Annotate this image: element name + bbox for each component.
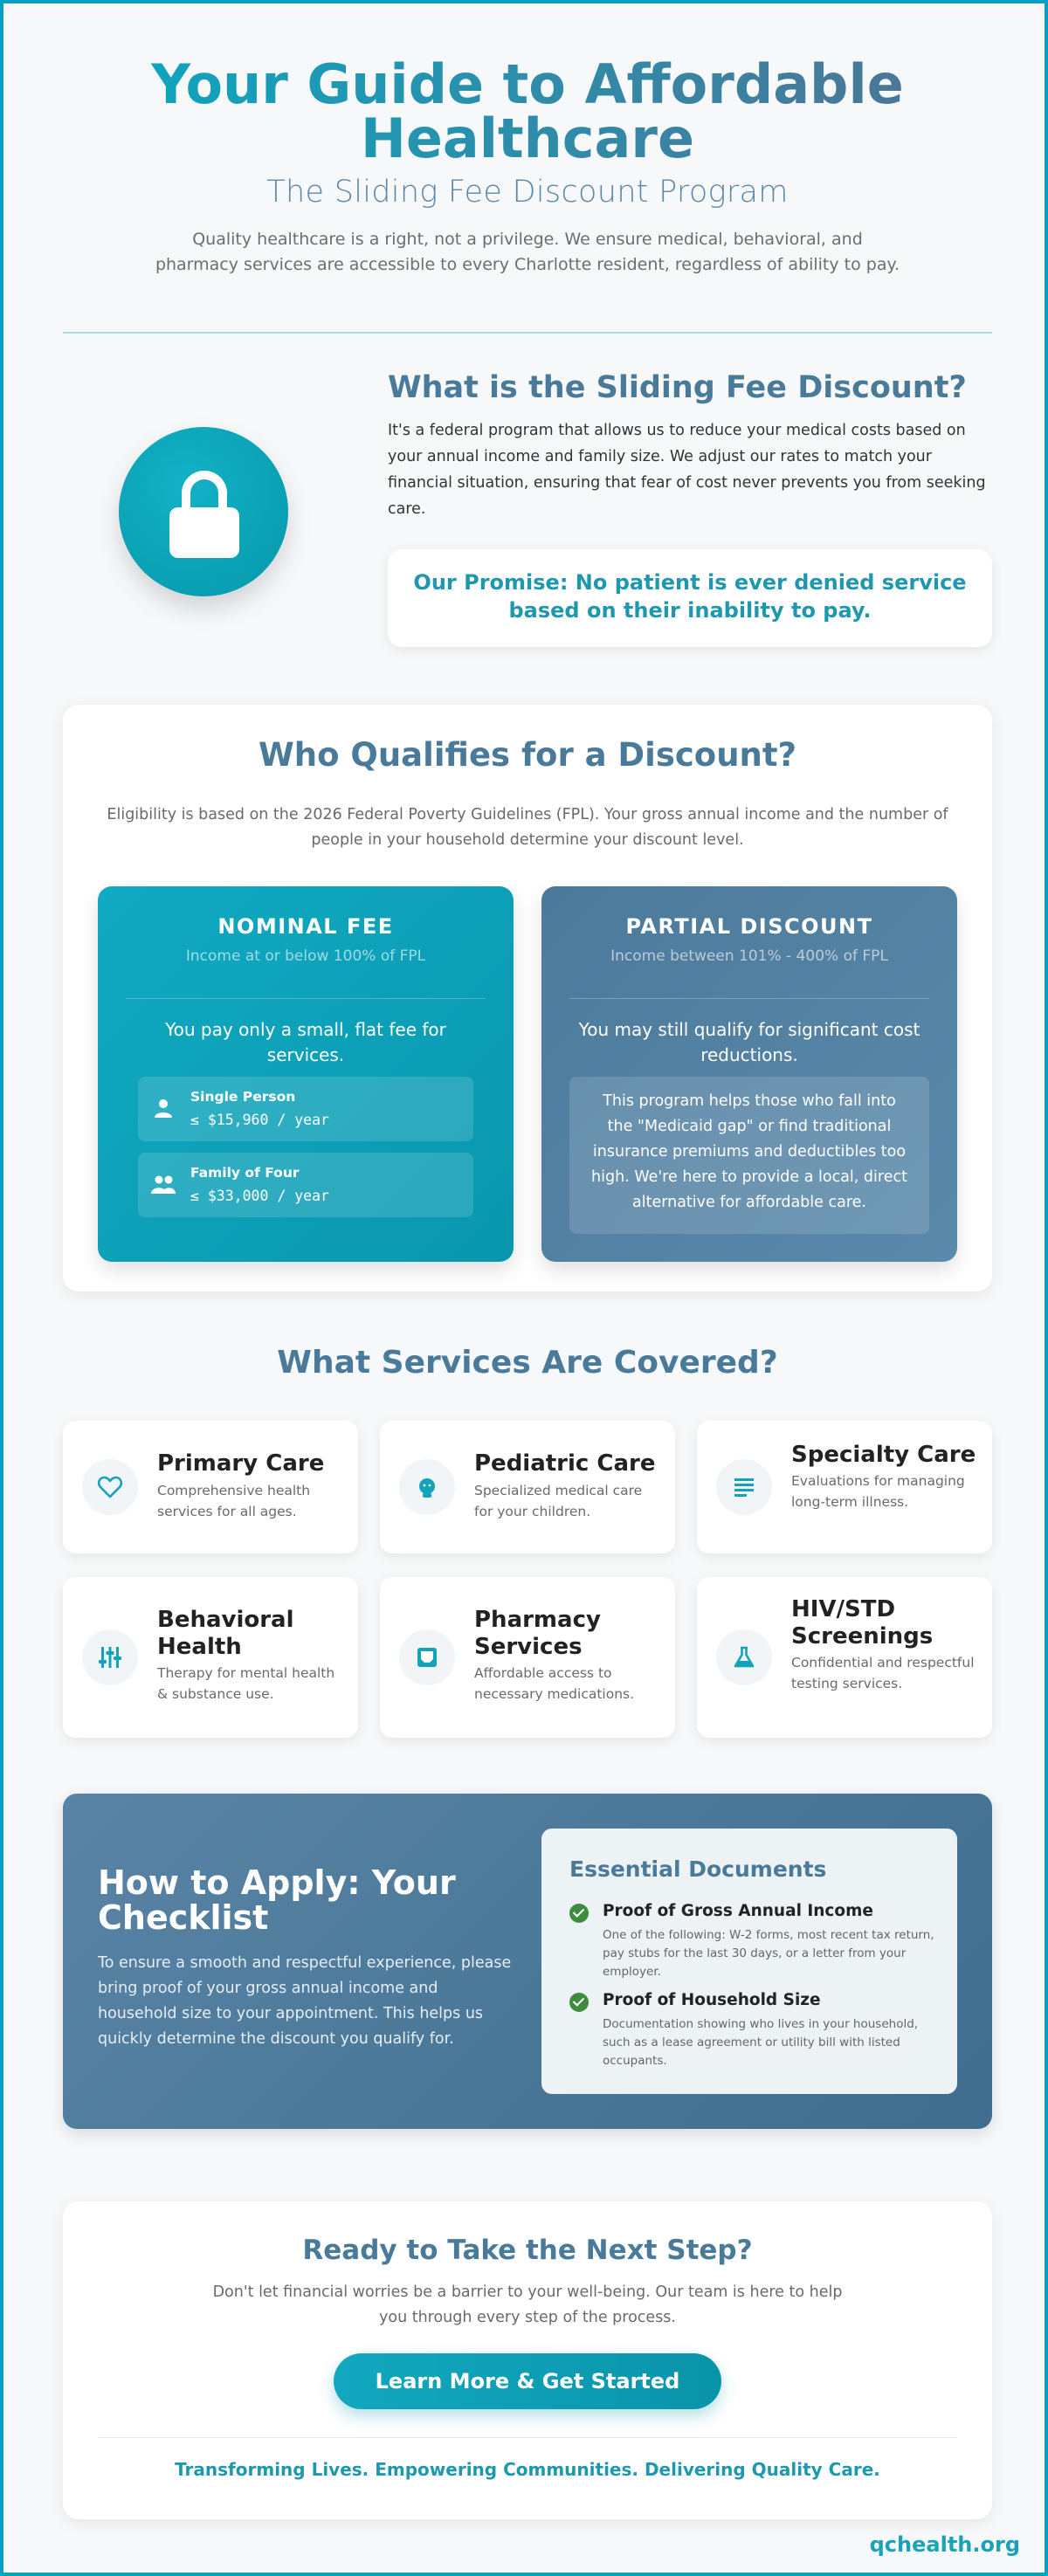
website-link[interactable]: qchealth.org: [869, 2532, 1020, 2557]
tray-icon: [399, 1629, 455, 1685]
intro-text: Quality healthcare is a right, not a privilege. We ensure medical, behavioral, and pharmacy services are accessible to every Charlotte resident, regardless of ability to pay.: [155, 230, 900, 274]
service-name: Behavioral Health: [157, 1607, 294, 1660]
partial-discount-card: [541, 886, 957, 1262]
doc-title: Proof of Gross Annual Income: [603, 1902, 873, 1920]
nominal-title: NOMINAL FEE: [217, 914, 394, 939]
service-name: Specialty Care: [791, 1442, 976, 1468]
apply-title: How to Apply: Your Checklist: [98, 1863, 456, 1937]
apply-body: To ensure a smooth and respectful experience, please bring proof of your gross annual income and household size to your appointment. This helps us quickly determine the discount you qualify for.: [98, 1954, 512, 2048]
check-circle-icon: [569, 1904, 589, 1923]
promise-text: Our Promise: No patient is ever denied service based on their inability to pay.: [413, 570, 967, 623]
nominal-divider: [126, 998, 486, 999]
cta-card: [63, 2201, 992, 2519]
service-desc: Specialized medical care for your children.: [474, 1483, 643, 1519]
header-divider: [63, 332, 992, 334]
service-pharmacy: [380, 1577, 675, 1738]
family-icon: [150, 1172, 176, 1198]
service-pediatric-care: [380, 1421, 675, 1553]
nominal-range: Income at or below 100% of FPL: [185, 947, 426, 965]
single-person-threshold: [138, 1077, 473, 1141]
services-title: What Services Are Covered?: [277, 1345, 778, 1381]
tagline: Transforming Lives. Empowering Communities. Delivering Quality Care.: [175, 2459, 880, 2480]
service-name: Primary Care: [157, 1450, 325, 1477]
lock-icon: [119, 427, 288, 596]
what-is-title: What is the Sliding Fee Discount?: [388, 370, 967, 405]
doc-desc: One of the following: W-2 forms, most recent tax return, pay stubs for the last 30 days, or a letter from your employer.: [603, 1928, 934, 1979]
single-person-label: Single Person: [190, 1089, 296, 1105]
check-circle-icon: [569, 1993, 589, 2012]
service-desc: Affordable access to necessary medications.: [474, 1665, 635, 1702]
heart-icon: [82, 1459, 138, 1515]
essential-documents-box: [541, 1829, 957, 2094]
flask-icon: [716, 1629, 772, 1685]
family-value: ≤ $33,000 / year: [190, 1188, 329, 1204]
child-icon: [399, 1459, 455, 1515]
doc-desc: Documentation showing who lives in your household, such as a lease agreement or utility bill with listed occupants.: [603, 2017, 919, 2068]
qualify-description: Eligibility is based on the 2026 Federal Poverty Guidelines (FPL). Your gross annual income and the number of people in your household determine your discount level.: [107, 806, 948, 849]
docs-title: Essential Documents: [569, 1856, 827, 1882]
service-desc: Evaluations for managing long-term illness.: [791, 1473, 965, 1510]
service-behavioral-health: [63, 1577, 358, 1738]
service-primary-care: [63, 1421, 358, 1553]
sliders-icon: [82, 1629, 138, 1685]
cta-body: Don't let financial worries be a barrier to your well-being. Our team is here to help you through every step of the process.: [212, 2283, 843, 2326]
page-title: Your Guide to Affordable Healthcare: [143, 58, 912, 166]
service-desc: Comprehensive health services for all ages.: [157, 1483, 311, 1519]
service-name: Pharmacy Services: [474, 1607, 601, 1660]
nominal-fee-card: [98, 886, 514, 1262]
service-desc: Confidential and respectful testing services.: [791, 1655, 975, 1691]
qualify-title: Who Qualifies for a Discount?: [258, 736, 797, 774]
person-icon: [150, 1096, 176, 1122]
nominal-lead: You pay only a small, flat fee for services.: [165, 1019, 446, 1065]
page-header: [63, 52, 992, 278]
cta-divider: [98, 2437, 957, 2438]
partial-title: PARTIAL DISCOUNT: [625, 914, 873, 939]
promise-box: [388, 549, 992, 647]
qualify-card: [63, 705, 992, 1291]
page-subtitle: The Sliding Fee Discount Program: [266, 175, 789, 210]
what-is-body: It's a federal program that allows us to reduce your medical costs based on your annual income and family size. We adjust our rates to match your financial situation, ensuring that fear of cost never prevents you from seeking care.: [388, 422, 986, 518]
family-threshold: [138, 1153, 473, 1217]
single-person-value: ≤ $15,960 / year: [190, 1112, 329, 1128]
service-name: Pediatric Care: [474, 1450, 656, 1477]
apply-section: [63, 1794, 992, 2129]
partial-lead: You may still qualify for significant cost reductions.: [578, 1019, 920, 1065]
what-is-section: [388, 370, 992, 522]
service-name: HIV/STD Screenings: [791, 1596, 934, 1650]
service-hiv-std: [697, 1577, 992, 1738]
partial-divider: [569, 998, 929, 999]
medicaid-gap-note: This program helps those who fall into the "Medicaid gap" or find traditional insurance premiums and deductibles too high. We're here to provide a local, direct alternative for affordable care.: [569, 1077, 929, 1234]
get-started-button[interactable]: Learn More & Get Started: [334, 2353, 721, 2409]
list-icon: [716, 1459, 772, 1515]
partial-range: Income between 101% - 400% of FPL: [610, 947, 888, 965]
doc-title: Proof of Household Size: [603, 1991, 821, 2009]
service-specialty-care: [697, 1421, 992, 1553]
family-label: Family of Four: [190, 1165, 300, 1181]
cta-title: Ready to Take the Next Step?: [302, 2235, 753, 2266]
service-desc: Therapy for mental health & substance use.: [157, 1665, 335, 1702]
